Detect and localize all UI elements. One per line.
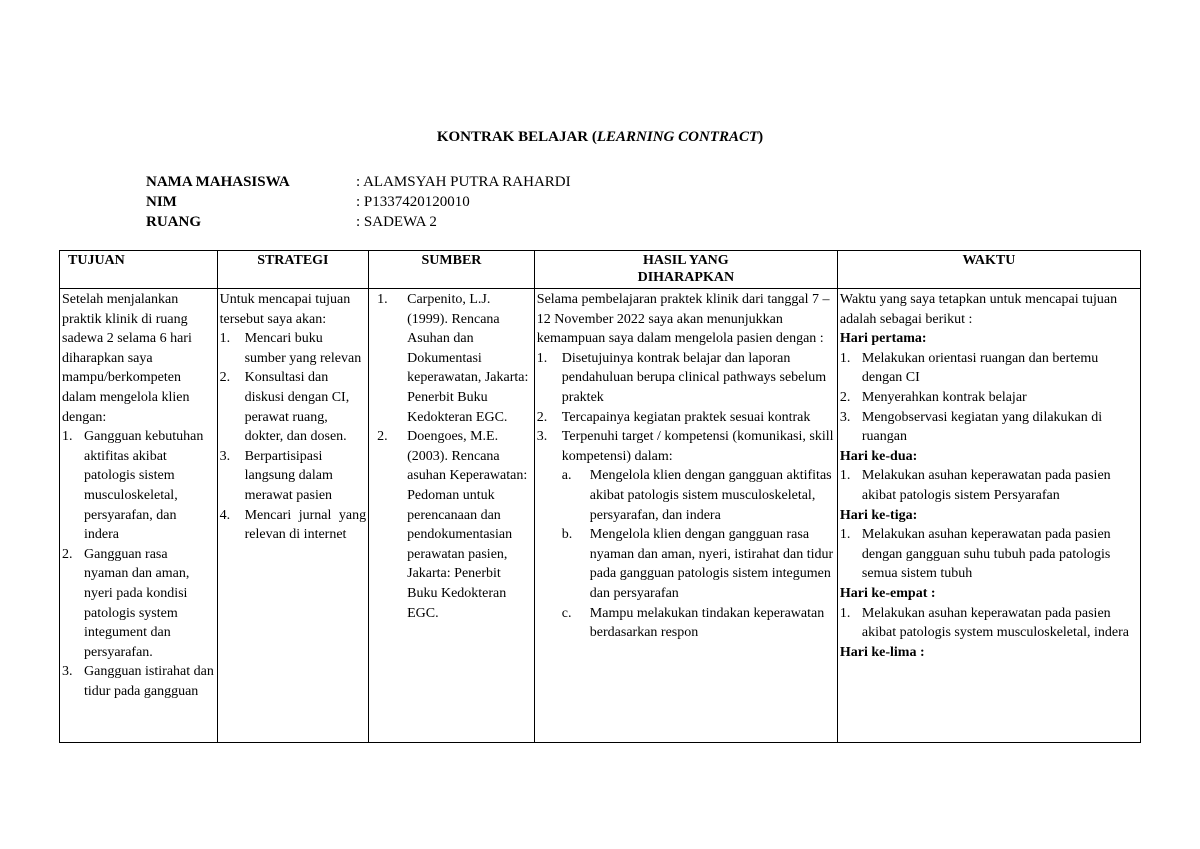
list-text: Melakukan asuhan keperawatan pada pasien akibat patologis system musculoskeletal, indera: [861, 605, 1129, 641]
list-text: Menyerahkan kontrak belajar: [861, 389, 1027, 405]
list-number: 1.: [62, 429, 73, 445]
hasil-intro: Selama pembelajaran praktek klinik dari tanggal 7 – 12 November 2022 saya akan menunjukkan kemampuan saya dalam mengelola pasien dengan :: [536, 292, 830, 347]
list-number: 1.: [377, 292, 388, 307]
header-hasil-line1: HASIL YANG: [642, 253, 729, 268]
list-number: 1.: [839, 468, 851, 484]
cell-waktu: [837, 289, 1140, 743]
tujuan-intro: Setelah menjalankan praktik klinik di ruang sadewa 2 selama 6 hari diharapkan saya mampu/berkompeten dalam mengelola klien dengan:: [62, 292, 192, 425]
list-letter: b.: [561, 527, 573, 543]
list-item: [62, 545, 215, 663]
day-title: Hari ke-tiga:: [839, 507, 918, 523]
day-list: [840, 349, 1138, 447]
list-text: Mampu melakukan tindakan keperawatan berdasarkan respon: [589, 605, 825, 641]
list-number: 3.: [62, 664, 73, 680]
list-item: [562, 525, 835, 603]
header-tujuan: TUJUAN: [60, 251, 218, 289]
waktu-intro: Waktu yang saya tetapkan untuk mencapai tujuan adalah sebagai berikut :: [839, 292, 1118, 327]
strategi-intro: Untuk mencapai tujuan tersebut saya akan:: [219, 292, 351, 327]
list-number: 3.: [219, 448, 231, 464]
hasil-sublist: [537, 466, 835, 642]
info-row-ruang: [146, 212, 756, 232]
info-row-nim: [146, 192, 756, 212]
header-strategi: STRATEGI: [217, 251, 369, 289]
list-item: [537, 427, 835, 466]
list-number: 2.: [839, 389, 851, 405]
day-title: Hari ke-dua:: [839, 448, 918, 464]
cell-tujuan: [60, 289, 218, 743]
list-item: [220, 447, 367, 506]
day-list: [840, 604, 1138, 643]
list-number: 1.: [839, 527, 851, 543]
list-item: [220, 329, 367, 368]
tujuan-list: [62, 427, 215, 701]
list-item: [840, 604, 1138, 643]
list-text: Disetujuinya kontrak belajar dan laporan pendahuluan berupa clinical pathways sebelum praktek: [561, 350, 827, 405]
info-label-ruang: RUANG: [146, 214, 201, 230]
list-item: [537, 349, 835, 408]
list-number: 1.: [839, 350, 851, 366]
sumber-list: [371, 290, 532, 623]
list-text: Mencari buku sumber yang relevan: [244, 331, 362, 366]
info-value-nama: : ALAMSYAH PUTRA RAHARDI: [356, 174, 571, 190]
list-item: [377, 427, 532, 623]
list-number: 2.: [62, 546, 73, 562]
list-text: Melakukan asuhan keperawatan pada pasien dengan gangguan suhu tubuh pada patologis semua sistem tubuh: [861, 527, 1111, 582]
list-number: 1.: [839, 605, 851, 621]
title-italic: LEARNING CONTRACT: [596, 129, 759, 145]
list-letter: c.: [561, 605, 572, 621]
day-title: Hari ke-empat :: [839, 585, 936, 601]
title-close: ): [758, 129, 764, 145]
list-text: Mengobservasi kegiatan yang dilakukan di ruangan: [861, 409, 1103, 445]
list-text: Konsultasi dan diskusi dengan CI, perawat ruang, dokter, dan dosen.: [244, 370, 350, 445]
list-number: 3.: [839, 409, 851, 425]
header-sumber: SUMBER: [369, 251, 535, 289]
day-list: [840, 466, 1138, 505]
table-header-row: [60, 251, 1141, 289]
list-text: Melakukan orientasi ruangan dan bertemu dengan CI: [861, 350, 1099, 386]
list-number: 3.: [536, 429, 548, 445]
list-item: [840, 349, 1138, 388]
list-text: Gangguan istirahat dan tidur pada gangguan: [84, 664, 214, 699]
header-hasil: [534, 251, 837, 289]
list-item: [220, 368, 367, 446]
list-text: Mencari jurnal yang relevan di internet: [244, 507, 367, 543]
day-title: Hari pertama:: [839, 331, 927, 347]
list-item: [220, 506, 367, 545]
list-text: Gangguan rasa nyaman dan aman, nyeri pada kondisi patologis system integument dan persyarafan.: [84, 546, 190, 660]
day-list: [840, 525, 1138, 584]
list-item: [840, 388, 1138, 408]
list-number: 4.: [219, 507, 231, 523]
list-number: 2.: [219, 370, 231, 386]
list-number: 2.: [377, 429, 388, 445]
list-text: Tercapainya kegiatan praktek sesuai kontrak: [561, 409, 811, 425]
list-text: Terpenuhi target / kompetensi (komunikasi, skill kompetensi) dalam:: [561, 429, 834, 464]
list-item: [840, 408, 1138, 447]
table-row: [60, 289, 1141, 743]
cell-sumber: [369, 289, 535, 743]
list-item: [62, 662, 215, 701]
list-item: [537, 408, 835, 428]
cell-hasil: [534, 289, 837, 743]
list-text: Mengelola klien dengan gangguan aktifitas akibat patologis sistem musculoskeletal, persyarafan, dan indera: [589, 468, 832, 523]
list-item: [840, 525, 1138, 584]
list-letter: a.: [561, 468, 572, 484]
list-item: [562, 604, 835, 643]
list-text: Mengelola klien dengan gangguan rasa nyaman dan aman, nyeri, istirahat dan tidur pada gangguan patologis sistem integumen dan persyarafan: [589, 527, 834, 601]
list-item: [377, 290, 532, 427]
info-row-nama: [146, 172, 756, 192]
list-text: Carpenito, L.J. (1999). Rencana Asuhan dan Dokumentasi keperawatan, Jakarta: Penerbit Buku Kedokteran EGC.: [407, 292, 529, 425]
list-text: Doengoes, M.E. (2003). Rencana asuhan Keperawatan: Pedoman untuk perencanaan dan pendokumentasian perawatan pasien, Jakarta: Penerbit Buku Kedokteran EGC.: [407, 429, 528, 621]
day-title: Hari ke-lima :: [839, 644, 925, 660]
document-title: [0, 128, 1200, 148]
list-number: 1.: [219, 331, 231, 347]
list-text: Berpartisipasi langsung dalam merawat pasien: [244, 448, 333, 503]
title-text: KONTRAK BELAJAR (: [436, 129, 597, 145]
info-value-ruang: : SADEWA 2: [356, 214, 437, 230]
info-value-nim: : P1337420120010: [356, 194, 470, 210]
list-item: [840, 466, 1138, 505]
list-number: 1.: [536, 350, 548, 366]
header-waktu: WAKTU: [837, 251, 1140, 289]
info-label-nama: NAMA MAHASISWA: [146, 174, 290, 190]
cell-strategi: [217, 289, 369, 743]
list-item: [562, 466, 835, 525]
info-label-nim: NIM: [146, 194, 177, 210]
header-hasil-line2: DIHARAPKAN: [637, 270, 735, 285]
student-info: [146, 172, 756, 232]
hasil-list: [537, 349, 835, 467]
contract-table: [59, 250, 1141, 743]
list-text: Gangguan kebutuhan aktifitas akibat patologis sistem musculoskeletal, persyarafan, dan indera: [84, 429, 204, 543]
list-item: [62, 427, 215, 545]
strategi-list: [220, 329, 367, 545]
list-number: 2.: [536, 409, 548, 425]
list-text: Melakukan asuhan keperawatan pada pasien akibat patologis sistem Persyarafan: [861, 468, 1111, 503]
